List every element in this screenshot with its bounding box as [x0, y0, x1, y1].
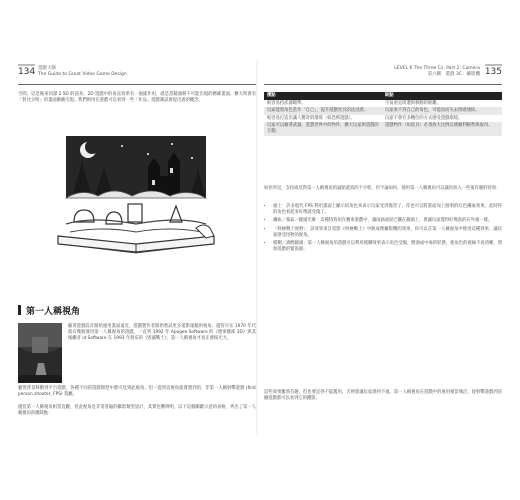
running-header	[394, 66, 480, 78]
chapter-title: 第六關 遊戲 3C：攝影機	[427, 72, 480, 77]
fps-screenshot-figure	[18, 323, 62, 383]
con-cell: 玩家看不到自己的角色，可能因而失去情感連結。	[382, 107, 502, 115]
header-rule	[18, 84, 256, 85]
level-title: LEVEL 6 The Three Cs, Part 2: Camera	[394, 66, 480, 71]
list-item: • 模糊／酒醉鏡頭：第一人稱視角的遊戲可以利用模糊效果表示角色受傷、醉酒或中毒的狀態，使角色的視線不再清晰，增加遊戲的緊張感。	[273, 241, 502, 253]
pros-cons-table	[264, 92, 502, 136]
table-row	[264, 100, 502, 108]
table-row	[264, 122, 502, 135]
pro-cell: 較容易持武器瞄準。	[267, 100, 306, 106]
effects-list	[264, 204, 502, 255]
list-item: • 頭上：許多現代 FPS 利用畫面上顯示的角色來表示玩家受到傷害了，你也可以將畫面加上鮮明的紅色濺血效果，此時你的角色看起來好像就受傷了。	[273, 204, 502, 216]
intro-paragraph: 空間，這是後來同譯 2.5D 的前身。2D 遊戲中的垂直效果有一個副作用，就是當鏡頭移不可能出現的精確畫面，擴大時會有「對比分明」的畫面漸漸出現。我們則用在遊戲可以看到一些「作品」遊戲測試會提出過的概念。	[18, 92, 256, 104]
list-item: • 「終極戰士視野」：該效果來自電影《終極戰士》中熱成像攝影機的效果，你可以在第一人稱視角中使用這種效果，讓玩家感受怪物的視角。	[273, 227, 502, 239]
page-number: 134	[18, 64, 35, 77]
page-number: 135	[485, 64, 502, 77]
pop-up-book-illustration	[52, 132, 220, 260]
table-header-row	[264, 92, 502, 100]
pro-cell: 玩家可以藉著武器，遊戲世界中的物件，擴大玩家與遊戲的互動。	[264, 122, 382, 135]
pro-cell: 玩家能將角色當作「自己」，提升遊戲更具的沈浸感。	[264, 107, 382, 115]
table-row	[264, 115, 502, 123]
running-header	[38, 66, 127, 78]
left-page	[18, 62, 256, 432]
header-rule	[264, 84, 502, 85]
right-page-header	[264, 62, 502, 88]
column-header-pros: 優點	[264, 92, 382, 100]
book-gutter	[256, 60, 258, 435]
body-paragraph-2: 雖然背景移動到平台遊戲，各種不同的遊戲類型中都可見到此視角，但一提到這視角就會想到的，非第一人稱射擊遊戲 (first person shooter, FPS) 莫屬。	[18, 386, 256, 398]
table-row	[264, 107, 502, 115]
con-cell: 不易看見周遭與移動的距離。	[385, 100, 441, 106]
book-title-english: The Guide to Great Video Game Design	[38, 72, 127, 77]
section-title: 第一人稱視角	[26, 307, 81, 317]
con-cell: 玩家不會有多機位的方式感受遊戲環境。	[385, 115, 463, 121]
left-page-header	[18, 62, 256, 88]
closing-paragraph: 這些效果雖然有趣，但也要記得不能濫用，否則會讓玩家感到不適。第一人稱視角在遊戲中的運用相當廣泛，從射擊遊戲到冒險遊戲都可以看到它的蹤影。	[264, 390, 502, 402]
body-paragraph-3: 儘管第一人稱視角相當直觀，但此視角是非常普遍的攝影類型設計，其實也難辨明，以下這個關鍵示意的表格，列出了第一人稱視角的優缺點：	[18, 405, 256, 417]
book-title-chinese: 遊戲大師	[38, 66, 56, 71]
column-header-cons: 缺點	[382, 92, 502, 100]
body-paragraph-1: 隨著遊戲設計開始運用畫面遠近，遊戲製作者開始嘗試更多電影運鏡的視角。儘管早在 1970 年代就有幾個運用第一人稱視角的遊戲，一直到 1992 年 Apogee Software 的《德軍總部 3D》與其後繼者 id Software 在 1993 年發布的《毀滅戰士》，第一人稱視角才真正發揚光大。	[68, 324, 256, 342]
list-item: • 濺血／霧氣／鏡頭光暈：這種特效用在賽車遊戲中，讓雨滴或泥巴濺在鏡頭上，會讓玩家覺得好像真的在外頭一樣。	[273, 218, 502, 224]
effects-intro-paragraph: 如你所見，支持或反對第一人稱視角的論點還真的不少呢，但不論如何，使用第一人稱視角可以讓你加入一些很有趣的特效：	[264, 186, 501, 191]
con-cell: 遊戲物件（如道具）必須放大比例以便順利瞄準與取用。	[382, 122, 502, 135]
section-marker	[18, 305, 21, 315]
pro-cell: 較容易打造出讓人驚奇的環境（如恐怖遊戲）。	[267, 115, 356, 121]
right-page	[264, 62, 502, 432]
section-heading	[18, 304, 256, 316]
